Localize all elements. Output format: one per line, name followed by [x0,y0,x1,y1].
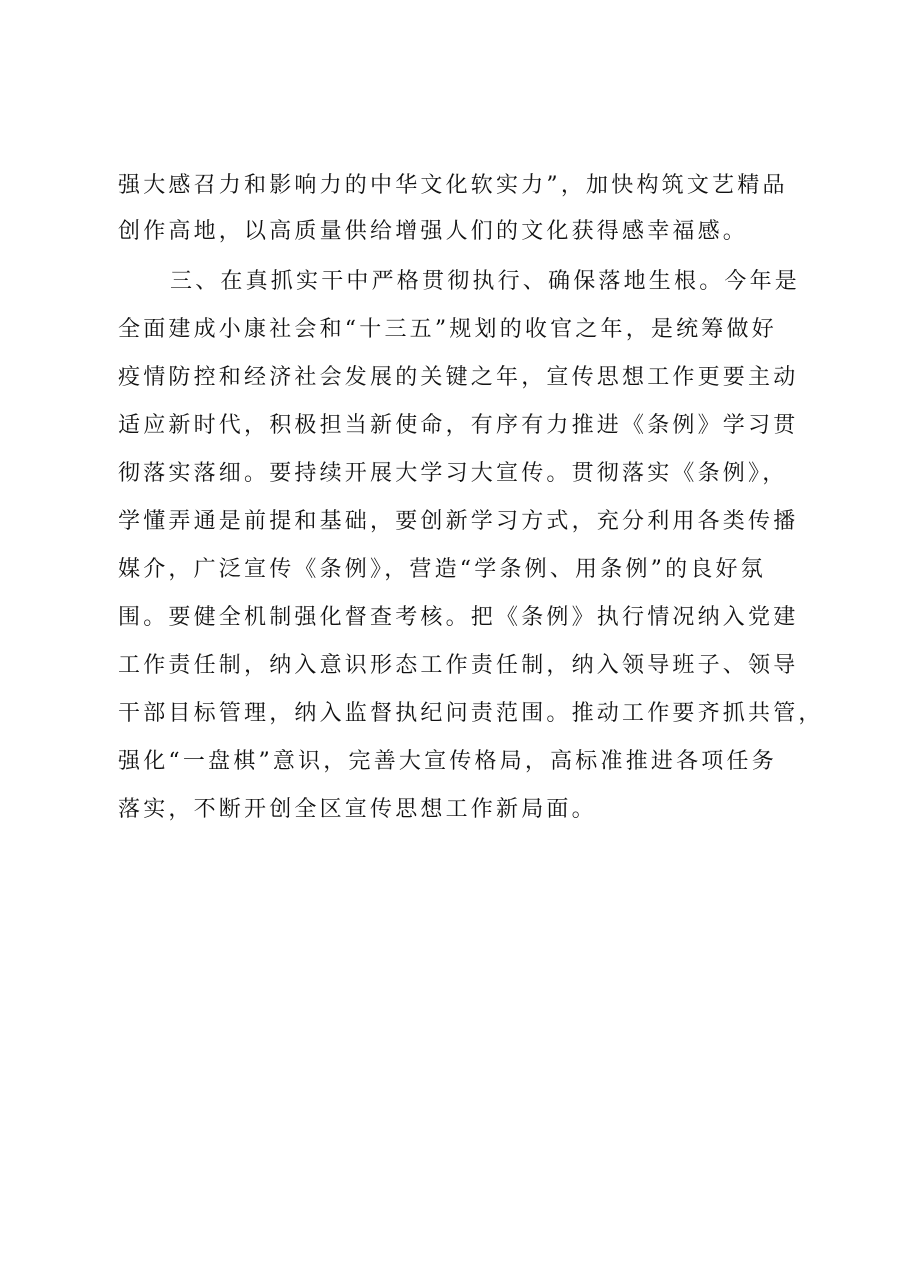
paragraph-heading-line: 三、在真抓实干中严格贯彻执行、确保落地生根。今年是 [170,269,801,294]
text-line: 全面建成小康社会和“十三五”规划的收官之年，是统筹做好 [118,317,777,342]
text-line: 干部目标管理，纳入监督执纪问责范围。推动工作要齐抓共管， [118,701,824,726]
text-line: 围。要健全机制强化督查考核。把《条例》执行情况纳入党建 [118,605,799,630]
text-line: 适应新时代，积极担当新使命，有序有力推进《条例》学习贯 [118,413,799,438]
text-line: 媒介，广泛宣传《条例》，营造“学条例、用条例”的良好氛 [118,557,766,582]
text-line: 学懂弄通是前提和基础，要创新学习方式，充分利用各类传播 [118,509,799,534]
text-line: 强大感召力和影响力的中华文化软实力”，加快构筑文艺精品 [118,173,788,198]
text-line: 创作高地，以高质量供给增强人们的文化获得感幸福感。 [118,219,749,244]
text-line: 工作责任制，纳入意识形态工作责任制，纳入领导班子、领导 [118,653,799,678]
text-line: 落实，不断开创全区宣传思想工作新局面。 [118,797,597,822]
text-line: 彻落实落细。要持续开展大学习大宣传。贯彻落实《条例》， [118,461,788,486]
text-line: 强化“一盘棋”意识，完善大宣传格局，高标准推进各项任务 [118,749,777,774]
text-line: 疫情防控和经济社会发展的关键之年，宣传思想工作更要主动 [118,365,799,390]
